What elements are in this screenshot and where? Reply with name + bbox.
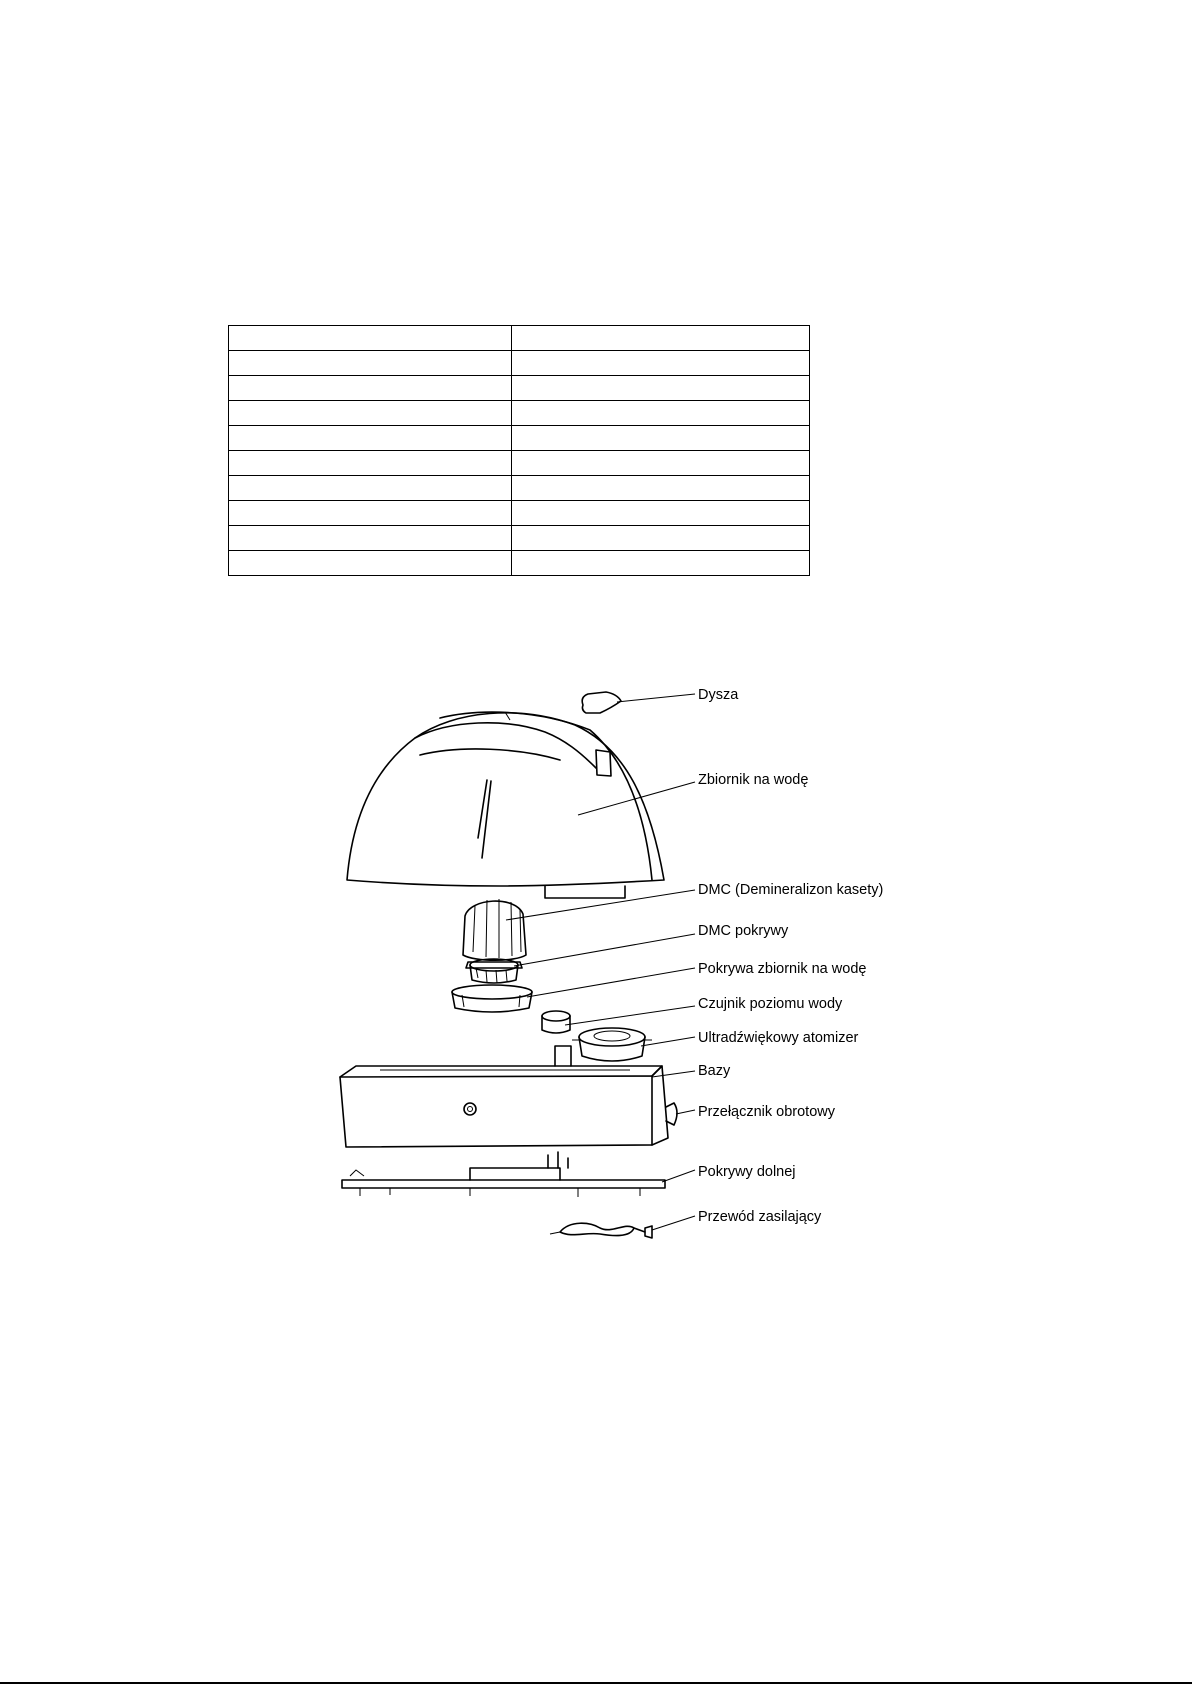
label-rotary-switch: Przełącznik obrotowy: [698, 1104, 835, 1120]
leader-dmc-cover: [514, 934, 695, 966]
label-base: Bazy: [698, 1063, 731, 1079]
ultrasonic-atomizer-part: [572, 1028, 652, 1061]
label-ultrasonic-atomizer: Ultradźwiękowy atomizer: [698, 1030, 859, 1046]
leader-lines: [506, 694, 695, 1230]
label-dmc-cartridge: DMC (Demineralizon kasety): [698, 882, 884, 898]
leader-base: [652, 1071, 695, 1077]
bottom-cover-part: [342, 1152, 665, 1197]
water-level-sensor-part: [542, 1011, 570, 1033]
leader-rotary-switch: [676, 1110, 695, 1114]
bottom-rule: [0, 1682, 1192, 1684]
label-water-tank: Zbiornik na wodę: [698, 772, 809, 788]
label-power-cord: Przewód zasilający: [698, 1209, 822, 1225]
nozzle-part: [582, 692, 621, 713]
rotary-switch-part: [666, 1103, 677, 1125]
tank-cap-part: [452, 985, 532, 1012]
label-dmc-cover: DMC pokrywy: [698, 923, 789, 939]
leader-tank-cap: [527, 968, 695, 997]
power-cord-part: [550, 1223, 652, 1238]
label-nozzle: Dysza: [698, 687, 739, 703]
part-labels: [698, 687, 883, 1225]
label-bottom-cover: Pokrywy dolnej: [698, 1164, 796, 1180]
dmc-cartridge-part: [463, 899, 526, 968]
leader-nozzle: [617, 694, 695, 702]
leader-water-level-sensor: [565, 1006, 695, 1025]
leader-bottom-cover: [662, 1170, 695, 1182]
leader-ultrasonic-atomizer: [641, 1037, 695, 1046]
leader-power-cord: [652, 1216, 695, 1230]
label-water-level-sensor: Czujnik poziomu wody: [698, 996, 843, 1012]
water-tank-part: [347, 712, 664, 898]
label-tank-cap: Pokrywa zbiornik na wodę: [698, 961, 867, 977]
leader-dmc-cartridge: [506, 890, 695, 920]
